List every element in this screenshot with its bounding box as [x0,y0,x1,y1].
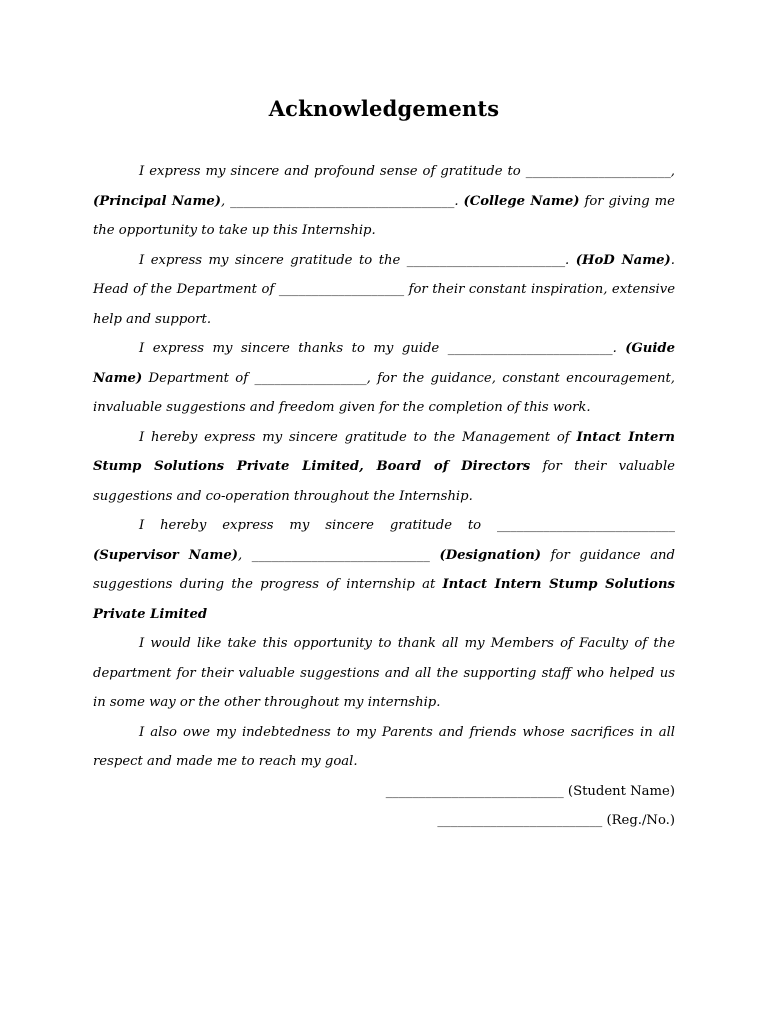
paragraph-text: for giving me the opportunity to take up this Internship. [93,193,675,238]
reg-no-line: _________________________ (Reg./No.) [437,813,675,828]
company-name: Intact Intern Stump Solutions Private Limited [93,577,675,622]
signature-block [93,777,675,836]
paragraph-text: for their valuable suggestions and co-operation throughout the Internship. [93,459,675,504]
paragraph-faculty: I would like take this opportunity to thank all my Members of Faculty of the department for their valuable suggestions and all the supporting staff who helped us in some way or the other throughout my internship. [93,636,675,710]
placeholder-supervisor-name: (Supervisor Name) [93,547,238,563]
paragraph-text: , __________________________________. [221,193,464,209]
paragraph-text: for guidance and suggestions during the progress of internship at [93,547,675,592]
paragraph-text: I express my sincere thanks to my guide _________________________. [139,341,626,356]
paragraph-guide [93,334,675,423]
paragraph-text: I hereby express my sincere gratitude to the Management of [139,429,577,445]
company-name: Intact Intern Stump Solutions Private Limited, Board of Directors [93,429,675,474]
paragraph-management [93,423,675,512]
placeholder-hod-name: (HoD Name) [575,252,671,268]
paragraph-text: I express my sincere and profound sense of gratitude to ______________________, [139,164,675,179]
page-title: Acknowledgements [268,96,500,121]
paragraph-hod [93,246,675,335]
paragraph-text: , ___________________________ [237,547,440,563]
student-name-line: ___________________________ (Student Name) [385,783,675,799]
placeholder-college-name: (College Name) [463,193,580,209]
paragraph-text: I express my sincere gratitude to the ________________________. [139,252,576,268]
placeholder-designation: (Designation) [439,547,542,563]
paragraph-text: Department of _________________, for the guidance, constant encouragement, invaluable suggestions and freedom given for the completion of this work. [93,370,675,415]
paragraph-supervisor [93,511,675,629]
document-body [93,157,675,836]
placeholder-guide-name: (Guide Name) [93,341,675,386]
placeholder-principal-name: (Principal Name) [93,193,222,209]
paragraph-principal [93,157,675,246]
paragraph-parents: I also owe my indebtedness to my Parents and friends whose sacrifices in all respect and made me to reach my goal. [93,724,675,769]
paragraph-text: . Head of the Department of ___________________ for their constant inspiration, extensive help and support. [93,252,675,327]
paragraph-text: I hereby express my sincere gratitude to ___________________________ [139,518,675,533]
